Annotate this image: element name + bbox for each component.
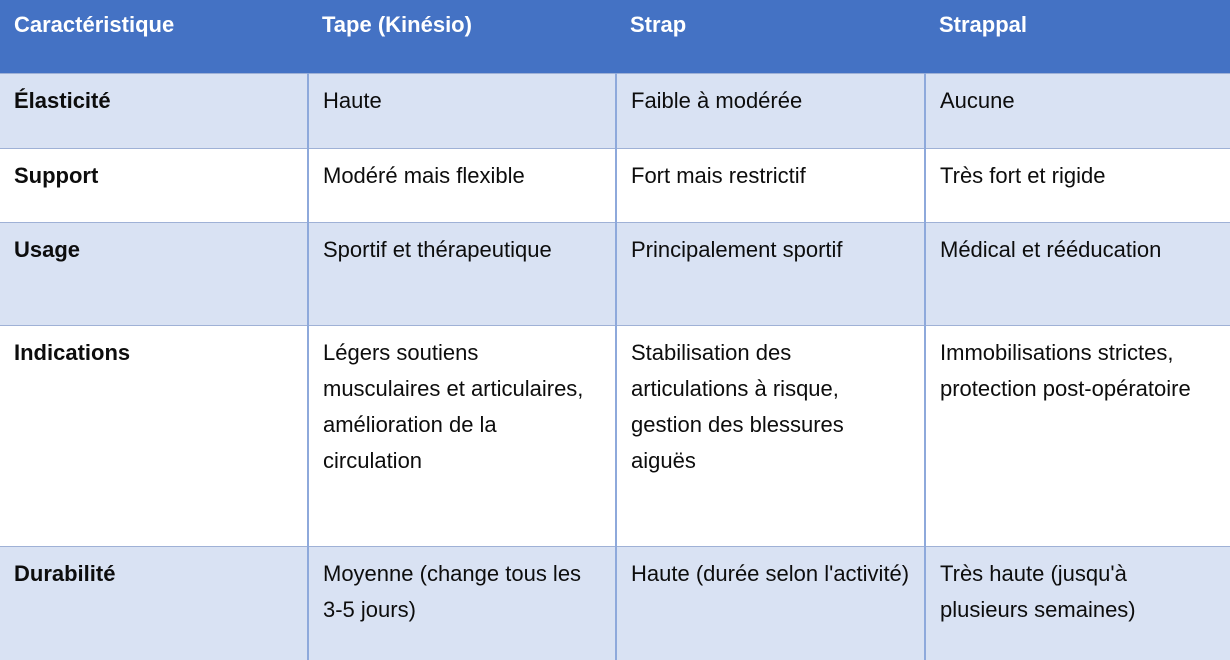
cell-support-tape: Modéré mais flexible — [308, 148, 616, 222]
table-body — [0, 73, 1230, 660]
cell-elasticite-strappal: Aucune — [925, 73, 1230, 148]
cell-support-strappal: Très fort et rigide — [925, 148, 1230, 222]
table-row-indications — [0, 325, 1230, 546]
cell-durabilite-tape: Moyenne (change tous les 3-5 jours) — [308, 546, 616, 660]
header-row — [0, 0, 1230, 73]
table-header — [0, 0, 1230, 73]
table-row-usage — [0, 222, 1230, 325]
row-label: Durabilité — [0, 546, 308, 660]
cell-usage-strap: Principalement sportif — [616, 222, 925, 325]
cell-durabilite-strap: Haute (durée selon l'activité) — [616, 546, 925, 660]
table-row-support — [0, 148, 1230, 222]
cell-indications-strappal: Immobilisations strictes, protection post-opératoire — [925, 325, 1230, 546]
row-label: Indications — [0, 325, 308, 546]
cell-usage-tape: Sportif et thérapeutique — [308, 222, 616, 325]
header-cell-tape: Tape (Kinésio) — [308, 0, 616, 73]
row-label: Support — [0, 148, 308, 222]
row-label: Usage — [0, 222, 308, 325]
header-cell-strappal: Strappal — [925, 0, 1230, 73]
cell-elasticite-tape: Haute — [308, 73, 616, 148]
header-cell-caracteristique: Caractéristique — [0, 0, 308, 73]
cell-elasticite-strap: Faible à modérée — [616, 73, 925, 148]
table-row-elasticite — [0, 73, 1230, 148]
cell-support-strap: Fort mais restrictif — [616, 148, 925, 222]
row-label: Élasticité — [0, 73, 308, 148]
cell-usage-strappal: Médical et rééducation — [925, 222, 1230, 325]
header-cell-strap: Strap — [616, 0, 925, 73]
cell-indications-tape: Légers soutiens musculaires et articulaires, amélioration de la circulation — [308, 325, 616, 546]
cell-durabilite-strappal: Très haute (jusqu'à plusieurs semaines) — [925, 546, 1230, 660]
table-row-durabilite — [0, 546, 1230, 660]
cell-indications-strap: Stabilisation des articulations à risque, gestion des blessures aiguës — [616, 325, 925, 546]
